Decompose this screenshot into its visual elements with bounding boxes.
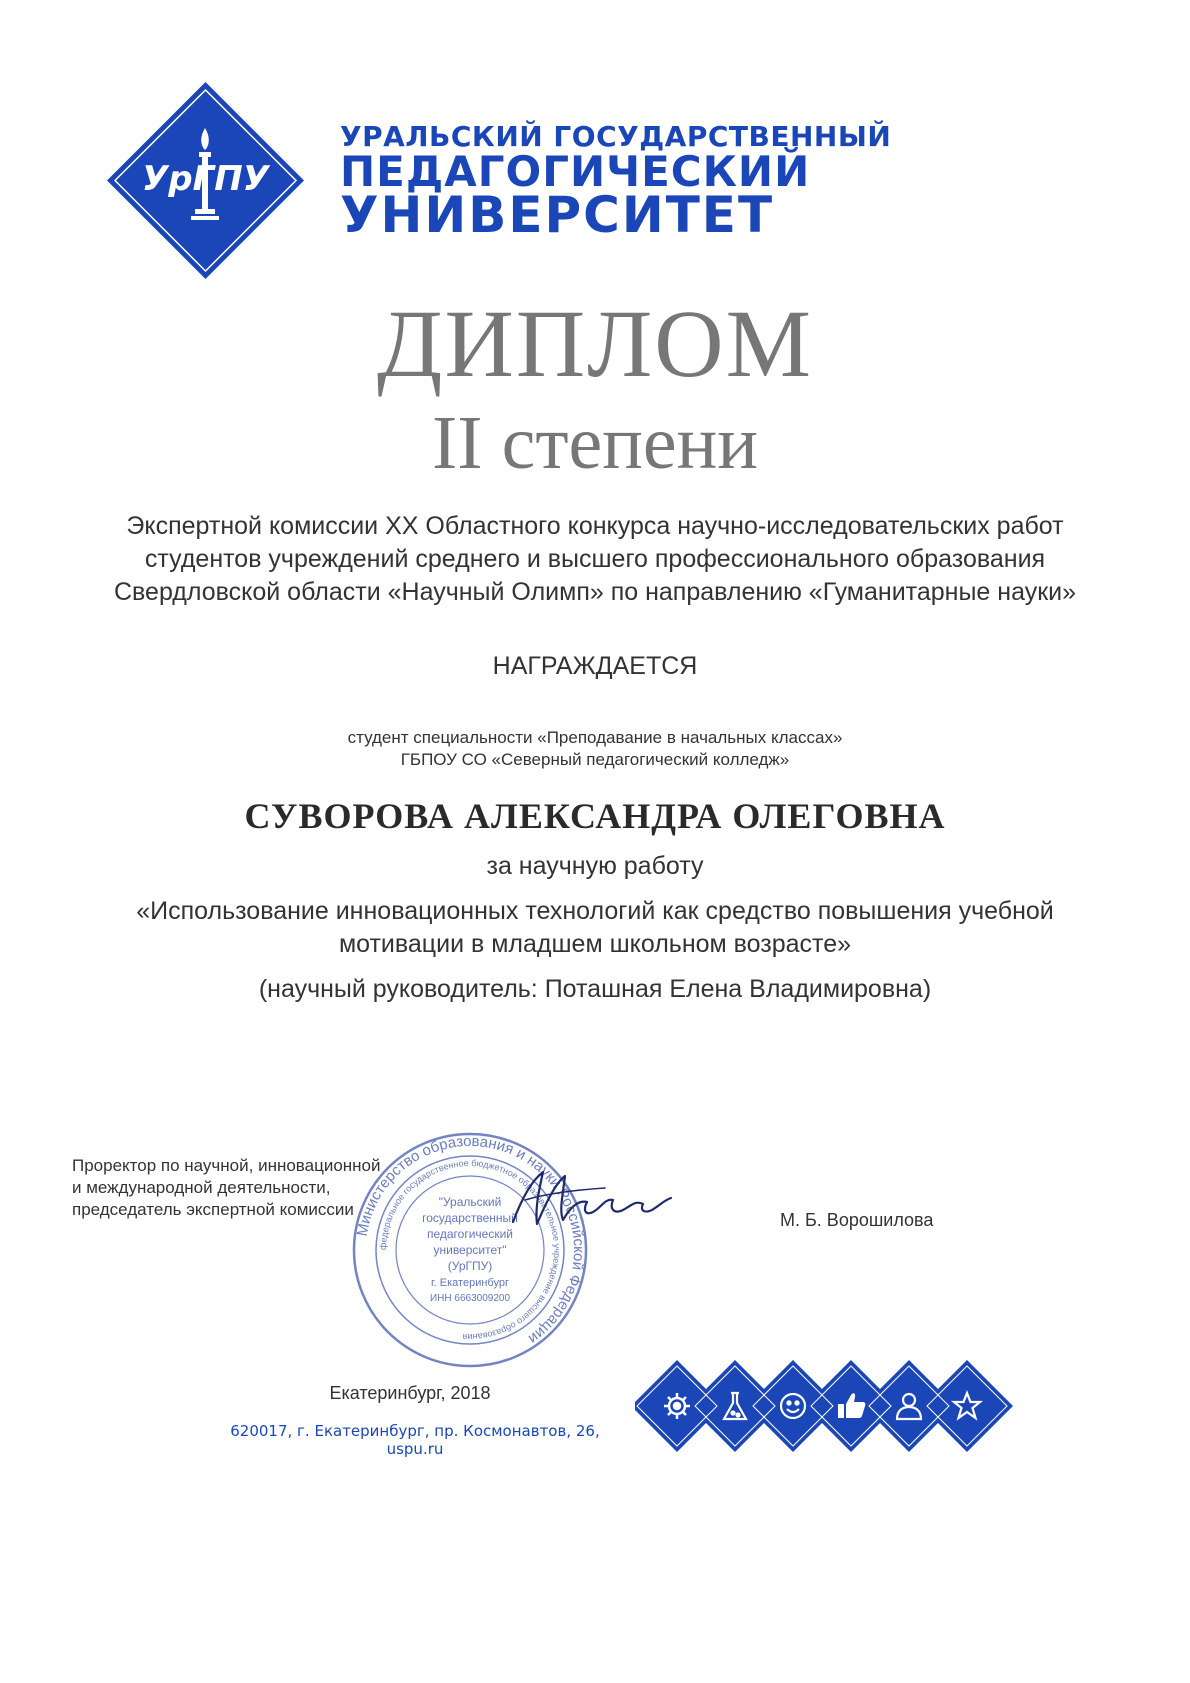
signer-role-line: Проректор по научной, инновационной: [72, 1156, 381, 1175]
stamp-center-line: "Уральский: [438, 1195, 502, 1209]
student-college: ГБПОУ СО «Северный педагогический колледж»: [400, 750, 790, 769]
commission-line: Свердловской области «Научный Олимп» по направлению «Гуманитарные науки»: [113, 578, 1076, 606]
stamp-center-line: (УрГПУ): [447, 1259, 493, 1273]
awarded-label: НАГРАЖДАЕТСЯ: [492, 652, 698, 680]
diploma-title: ДИПЛОМ: [377, 290, 813, 397]
university-name-line-1: УРАЛЬСКИЙ ГОСУДАРСТВЕННЫЙ: [340, 120, 892, 153]
university-name-line-3: УНИВЕРСИТЕТ: [340, 186, 775, 244]
commission-text: [0, 510, 1190, 609]
stamp-center-line: государственный: [422, 1211, 518, 1225]
stamp-center-line: ИНН 6663009200: [429, 1293, 511, 1304]
university-address: 620017, г. Екатеринбург, пр. Космонавтов, 26, uspu.ru: [230, 1422, 600, 1458]
logo-abbreviation: УрГПУ: [142, 159, 269, 199]
commission-line: студентов учреждений среднего и высшего профессионального образования: [144, 545, 1046, 573]
work-title: [0, 895, 1190, 961]
stamp-center-line: педагогический: [426, 1227, 514, 1241]
student-name: СУВОРОВА АЛЕКСАНДРА ОЛЕГОВНА: [244, 796, 946, 836]
commission-line: Экспертной комиссии XX Областного конкурса научно-исследовательских работ: [126, 512, 1064, 540]
diploma-degree: II степени: [431, 401, 759, 485]
work-title-line: «Использование инновационных технологий как средство повышения учебной: [136, 897, 1054, 925]
footer-diamond: [921, 1360, 1013, 1452]
handwritten-signature: [505, 1160, 675, 1240]
stamp-center-line: г. Екатеринбург: [431, 1277, 509, 1289]
signer-role: [72, 1155, 381, 1221]
work-label: за научную работу: [486, 852, 704, 880]
signer-role-line: председатель экспертной комиссии: [72, 1200, 354, 1219]
student-info: [0, 727, 1190, 771]
signer-role-line: и международной деятельности,: [72, 1178, 331, 1197]
stamp-center-line: университет": [433, 1243, 507, 1257]
university-name-line-2: ПЕДАГОГИЧЕСКИЙ: [340, 147, 811, 196]
signer-name: М. Б. Ворошилова: [780, 1210, 934, 1230]
stamp-outer-ring-text: Министерство образования и науки Российской Федерации: [353, 1132, 588, 1348]
work-title-line: мотивации в младшем школьном возрасте»: [338, 930, 852, 958]
city-year: Екатеринбург, 2018: [329, 1383, 491, 1403]
university-logo: [103, 78, 308, 283]
supervisor-text: (научный руководитель: Поташная Елена Владимировна): [258, 975, 932, 1003]
footer-icon-row: [635, 1355, 1015, 1465]
stamp-inner-ring-text: федеральное государственное бюджетное образовательное учреждение высшего образования: [377, 1157, 563, 1343]
student-specialty: студент специальности «Преподавание в начальных классах»: [347, 728, 843, 747]
